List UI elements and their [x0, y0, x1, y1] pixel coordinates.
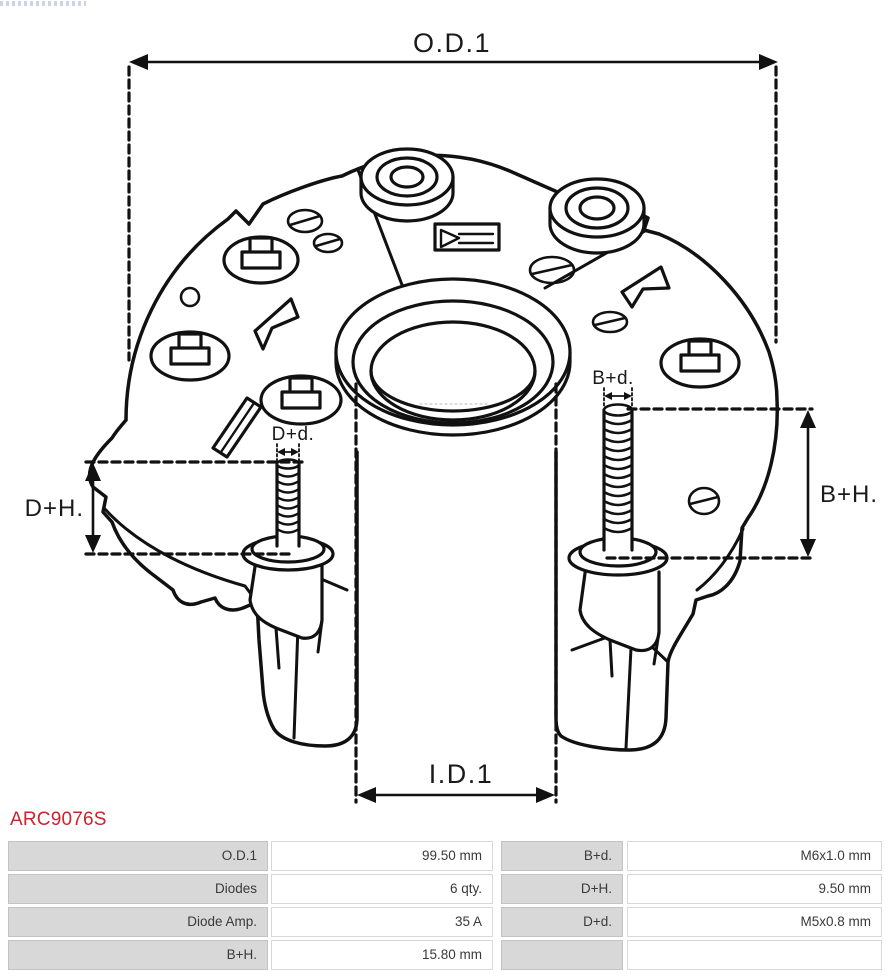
diode-pad	[224, 237, 298, 283]
dimension-b-plus-d	[592, 368, 634, 408]
table-row	[8, 841, 882, 871]
id1-label: I.D.1	[428, 759, 494, 789]
diode-pad	[261, 376, 341, 424]
b-plus-stud	[569, 405, 667, 677]
spec-label: D+H.	[501, 874, 623, 904]
b-plus-d-label: B+d.	[592, 368, 634, 389]
spec-value: 6 qty.	[271, 874, 493, 904]
spec-label: Diode Amp.	[8, 907, 268, 937]
spec-value: M5x0.8 mm	[627, 907, 882, 937]
spec-value: M6x1.0 mm	[627, 841, 882, 871]
table-row	[8, 907, 882, 937]
table-row	[8, 940, 882, 970]
od1-label: O.D.1	[412, 28, 492, 58]
spec-value: 99.50 mm	[271, 841, 493, 871]
round-hole	[181, 288, 199, 306]
rectifier-plate	[90, 149, 778, 750]
bent-tab-right	[622, 267, 669, 307]
d-plus-stud	[243, 460, 333, 669]
table-row	[8, 874, 882, 904]
b-plus-h-label: B+H.	[820, 481, 879, 508]
spec-label: B+d.	[501, 841, 623, 871]
spec-label: D+d.	[501, 907, 623, 937]
spec-value: 9.50 mm	[627, 874, 882, 904]
spec-label: B+H.	[8, 940, 268, 970]
spec-value: 35 A	[271, 907, 493, 937]
d-plus-d-label: D+d.	[271, 424, 315, 445]
bent-tab-left	[255, 299, 298, 349]
mounting-boss-left	[361, 149, 453, 221]
spec-value	[627, 940, 882, 970]
spec-label: O.D.1	[8, 841, 268, 871]
diode-pad	[151, 332, 229, 380]
spec-table	[8, 841, 882, 973]
spec-value: 15.80 mm	[271, 940, 493, 970]
rect-slot-left	[213, 398, 261, 457]
center-collar	[336, 279, 570, 435]
spec-label	[501, 940, 623, 970]
mounting-boss-right	[550, 179, 644, 253]
rect-slot-center	[435, 224, 499, 250]
d-plus-h-label: D+H.	[24, 495, 84, 522]
dimension-d-plus-d	[272, 424, 315, 462]
spec-label: Diodes	[8, 874, 268, 904]
dimension-id1	[356, 384, 556, 803]
diode-pad	[661, 339, 739, 387]
part-number: ARC9076S	[10, 809, 107, 830]
